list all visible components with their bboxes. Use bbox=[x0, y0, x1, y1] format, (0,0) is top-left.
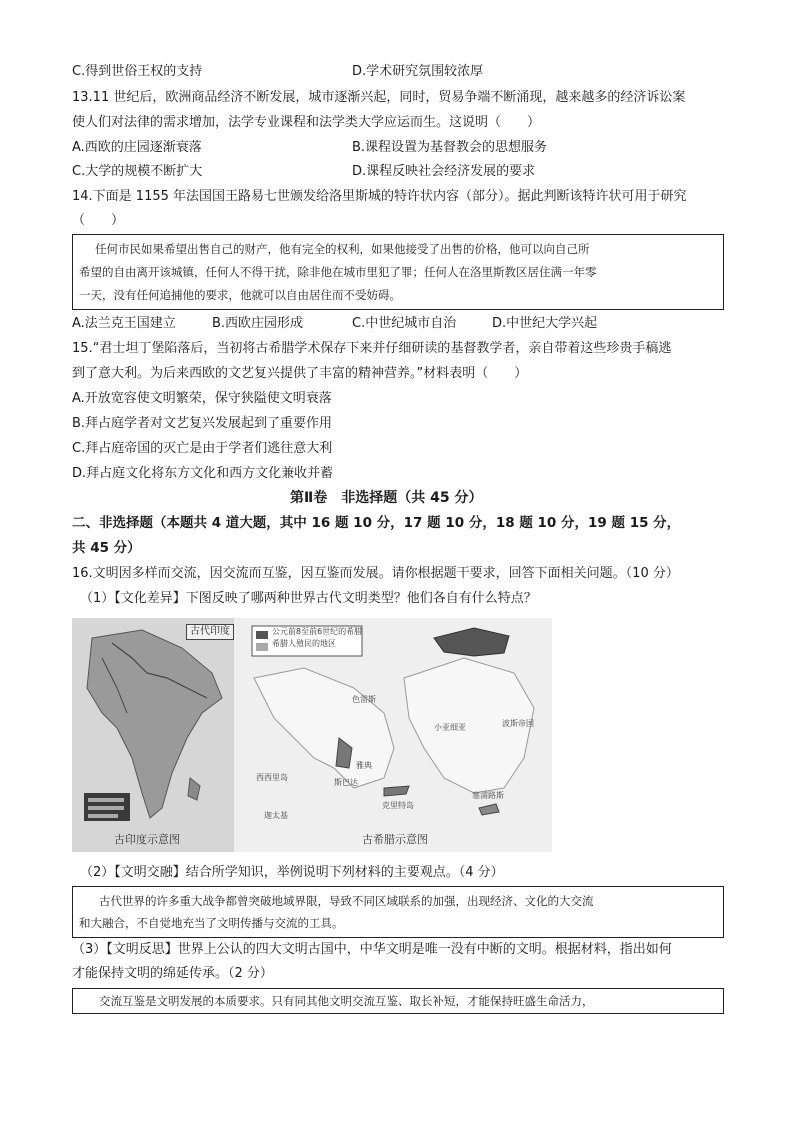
q16-stem: 16.文明因多样而交流，因交流而互鉴，因互鉴而发展。请你根据题干要求，回答下面相关问题。（10 分） bbox=[72, 566, 679, 581]
q13-option-b: B.课程设置为基督教会的思想服务 bbox=[352, 140, 548, 155]
greece-map-legend: 公元前8至前6世纪的希腊 bbox=[272, 627, 363, 636]
india-map-title: 古代印度 bbox=[186, 624, 234, 640]
greece-map-label: 斯巴达 bbox=[334, 778, 358, 787]
q15-stem-cont: 到了意大利。为后来西欧的文艺复兴提供了丰富的精神营养。”材料表明（ ） bbox=[72, 366, 528, 381]
q16-part3: （3）【文明反思】世界上公认的四大文明古国中，中华文明是唯一没有中断的文明。根据材料，指出如何 bbox=[72, 942, 672, 957]
q14-option-c: C.中世纪城市自治 bbox=[352, 316, 457, 331]
q13-option-d: D.课程反映社会经济发展的要求 bbox=[352, 164, 536, 179]
q14-quote-line: 一天，没有任何追捕他的要求，他就可以自由居住而不受妨碍。 bbox=[79, 288, 401, 302]
q13-stem: 13.11 世纪后，欧洲商品经济不断发展，城市逐渐兴起，同时，贸易争端不断涌现，越来越多的经济诉讼案 bbox=[72, 90, 686, 105]
greece-map-legend: 希腊人殖民的地区 bbox=[272, 639, 336, 648]
q14-stem-cont: （ ） bbox=[72, 213, 125, 228]
q14-option-a: A.法兰克王国建立 bbox=[72, 316, 176, 331]
ancient-greece-map bbox=[234, 618, 552, 852]
ancient-india-map bbox=[72, 618, 234, 852]
q16-quote-line: 和大融合，不自觉地充当了文明传播与交流的工具。 bbox=[79, 916, 344, 930]
volume-title: 第Ⅱ卷 非选择题（共 45 分） bbox=[290, 490, 483, 506]
q15-option-c: C.拜占庭帝国的灭亡是由于学者们逃往意大利 bbox=[72, 441, 333, 456]
q15-option-a: A.开放宽容使文明繁荣，保守狭隘使文明衰落 bbox=[72, 391, 332, 406]
india-map-caption: 古印度示意图 bbox=[114, 833, 180, 846]
q15-stem: 15.“君士坦丁堡陷落后，当初将古希腊学术保存下来并仔细研读的基督教学者，亲自带着这些珍贵手稿逃 bbox=[72, 341, 672, 356]
q12-option-d: D.学术研究氛围较浓厚 bbox=[352, 64, 484, 79]
q16-part3-quote-box bbox=[72, 988, 724, 1014]
q14-quote-line: 任何市民如果希望出售自己的财产，他有完全的权利，如果他接受了出售的价格，他可以向自己所 bbox=[95, 242, 590, 256]
greece-map-label: 小亚细亚 bbox=[434, 723, 466, 732]
greece-map-label: 西西里岛 bbox=[256, 773, 288, 782]
greece-map-label: 迦太基 bbox=[264, 811, 288, 820]
section-heading-cont: 共 45 分） bbox=[72, 540, 141, 556]
q16-quote-line: 古代世界的许多重大战争都曾突破地域界限，导致不同区域联系的加强，出现经济、文化的大交流 bbox=[99, 894, 594, 908]
q14-stem: 14.下面是 1155 年法国国王路易七世颁发给洛里斯城的特许状内容（部分）。据此判断该特许状可用于研究 bbox=[72, 189, 687, 204]
greece-map-label: 雅典 bbox=[356, 761, 372, 770]
q14-option-b: B.西欧庄园形成 bbox=[212, 316, 304, 331]
greece-map-caption: 古希腊示意图 bbox=[362, 833, 428, 846]
q13-stem-cont: 使人们对法律的需求增加，法学专业课程和法学类大学应运而生。这说明（ ） bbox=[72, 115, 541, 130]
india-map-graphic bbox=[72, 618, 234, 852]
q14-quote-line: 希望的自由离开该城镇，任何人不得干扰，除非他在城市里犯了罪；任何人在洛里斯教区居住满一年零 bbox=[79, 265, 597, 279]
q15-option-b: B.拜占庭学者对文艺复兴发展起到了重要作用 bbox=[72, 416, 333, 431]
greece-map-label: 克里特岛 bbox=[382, 801, 414, 810]
q16-part3-cont: 才能保持文明的绵延传承。（2 分） bbox=[72, 966, 273, 981]
q16-quote-box bbox=[72, 886, 724, 938]
q13-option-c: C.大学的规模不断扩大 bbox=[72, 164, 203, 179]
greece-map-label: 塞浦路斯 bbox=[472, 791, 504, 800]
greece-map-label: 色雷斯 bbox=[352, 695, 376, 704]
q14-charter-quote bbox=[72, 234, 724, 310]
q13-option-a: A.西欧的庄园逐渐衰落 bbox=[72, 140, 202, 155]
greece-map-label: 波斯帝国 bbox=[502, 719, 534, 728]
q12-option-c: C.得到世俗王权的支持 bbox=[72, 64, 203, 79]
q14-option-d: D.中世纪大学兴起 bbox=[492, 316, 598, 331]
q15-option-d: D.拜占庭文化将东方文化和西方文化兼收并蓄 bbox=[72, 466, 334, 481]
q16-part2: （2）【文明交融】结合所学知识，举例说明下列材料的主要观点。（4 分） bbox=[80, 865, 504, 880]
q16-part1: （1）【文化差异】下图反映了哪两种世界古代文明类型？他们各自有什么特点？ bbox=[80, 591, 537, 606]
q16-part3-quote-line: 交流互鉴是文明发展的本质要求。只有同其他文明交流互鉴、取长补短，才能保持旺盛生命活力， bbox=[99, 994, 594, 1008]
section-heading: 二、非选择题（本题共 4 道大题，其中 16 题 10 分，17 题 10 分，18 题 10 分，19 题 15 分， bbox=[72, 515, 681, 531]
